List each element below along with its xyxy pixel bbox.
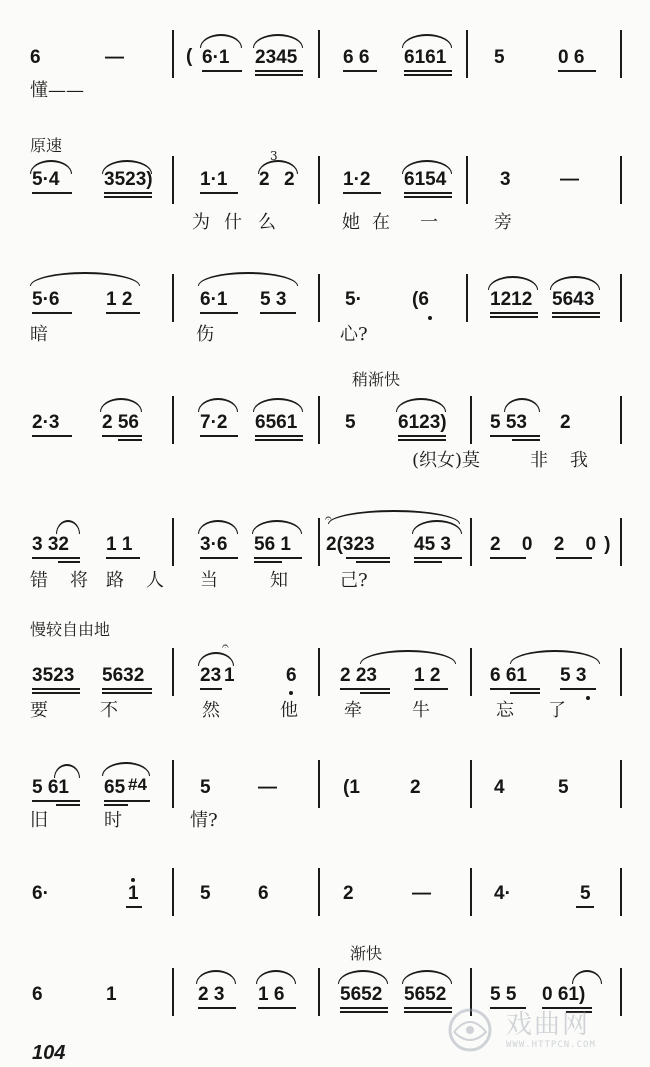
note-token: 6·1 [202,47,230,68]
barline [318,274,320,322]
underline [258,1007,296,1009]
lyric-text: 什 [224,212,242,233]
underline [32,688,80,690]
slur [198,272,298,286]
note-token: 2 [259,169,270,190]
barline [172,396,174,444]
underline [104,192,152,194]
slur [198,520,238,534]
slur [402,160,452,174]
underline [404,192,452,194]
lyric-text: (织女)莫 [412,450,481,471]
underline [398,439,446,441]
watermark [440,1000,640,1060]
underline [255,70,303,72]
note-token: 5 [494,47,505,68]
underline [200,557,238,559]
note-token: 4 [494,777,505,798]
note-token: 1 6 [258,984,285,1005]
tempo-marking: 慢较自由地 [30,620,111,639]
underline [490,435,540,437]
underline [255,74,303,76]
fermata: 𝄐 [222,639,229,653]
note-token: 23 [200,665,222,686]
slur [550,276,600,290]
underline [576,906,594,908]
score-system-8 [0,850,650,940]
underline [552,316,600,318]
note-token: 2 [284,169,295,190]
underline [510,692,540,694]
score-system-5 [0,490,650,610]
lyric-text: 她 [342,212,360,233]
note-token: 6 [32,984,43,1005]
slur [504,398,540,412]
note-token: 5· [345,289,362,310]
underline [102,688,152,690]
barline [466,156,468,204]
score-system-6 [0,610,650,740]
note-token: 45 3 [414,534,451,555]
barline [620,648,622,696]
underline [58,561,80,563]
underline [340,688,390,690]
slur [402,970,452,984]
lyric-text: 了 [548,700,566,721]
note-token: 3 32 [32,534,69,555]
underline [558,70,596,72]
underline [202,70,242,72]
lyric-text: 非 [530,450,548,471]
note-token: 7·2 [200,412,228,433]
lyric-text: 不 [100,700,118,721]
lyric-text: 伤 [196,324,214,345]
lyric-text: 么 [258,212,276,233]
lyric-text: 己? [340,570,368,591]
note-token: 6 6 [343,47,370,68]
note-token: 6 [286,665,297,686]
underline [32,192,72,194]
underline [200,192,238,194]
grace-note: 3 [270,149,278,163]
barline [172,648,174,696]
barline [318,518,320,566]
note-token: 1212 [490,289,533,310]
lyric-text: 忘 [496,700,514,721]
note-token: 5 3 [260,289,287,310]
note-token: — [412,883,431,904]
barline [470,868,472,916]
underline [255,439,303,441]
slur [402,34,452,48]
barline [620,518,622,566]
slur [510,650,600,664]
note-token: 65 [104,777,126,798]
note-token: 4· [494,883,511,904]
slur [360,650,456,664]
note-token: 2(323 [326,534,375,555]
underline [490,312,538,314]
score-system-4 [0,370,650,490]
underline [32,312,72,314]
slur [198,398,238,412]
slur [488,276,538,290]
slur [100,398,142,412]
underline [414,557,462,559]
barline [318,968,320,1016]
note-token: 5652 [404,984,447,1005]
slur [198,652,234,666]
underline [104,804,128,806]
note-token: 6561 [255,412,298,433]
note-token: 5 5 [490,984,517,1005]
lyric-text: 错 [30,570,48,591]
lyric-text: 知 [270,570,288,591]
note-token: ( [186,46,193,67]
lyric-text: 他 [280,700,298,721]
underline [104,800,150,802]
slur [252,520,302,534]
lyric-text: 牵 [344,700,362,721]
slur [196,970,236,984]
underline [490,316,538,318]
watermark-text: 戏曲网 [506,1010,591,1040]
lyric-text: 心? [340,324,368,345]
note-token: #4 [128,775,147,794]
slur [200,34,242,48]
lyric-text: 然 [202,700,220,721]
underline [102,435,142,437]
barline [172,274,174,322]
underline [255,435,303,437]
underline [260,312,296,314]
underline [404,196,452,198]
lyric-text: 一 [420,212,438,233]
note-token: 2 3 [198,984,225,1005]
score-system-1 [0,0,650,120]
note-token: 5652 [340,984,383,1005]
note-token: 2·3 [32,412,60,433]
tempo-marking: 原速 [30,136,63,155]
note-token: 6154 [404,169,447,190]
barline [172,156,174,204]
slur [56,520,80,534]
tempo-marking: 渐快 [350,944,383,963]
barline [172,760,174,808]
underline [398,435,446,437]
slur [396,398,446,412]
note-token: (1 [343,777,360,798]
underline [106,557,140,559]
underline [254,557,302,559]
underline [343,192,381,194]
slur [256,970,296,984]
note-token: — [258,777,277,798]
note-token: 5·6 [32,289,60,310]
slur [54,764,80,778]
slur [572,970,602,984]
note-token: 2 23 [340,665,377,686]
note-token: 3523 [32,665,75,686]
note-token: 2345 [255,47,298,68]
underline [556,557,592,559]
barline [172,868,174,916]
note-token: 3 [500,169,511,190]
barline [470,396,472,444]
slur [102,160,152,174]
underline [512,439,540,441]
lyric-text: 暗 [30,324,48,345]
lyric-text: 要 [30,700,48,721]
slur [258,160,298,174]
note-token: (6 [412,289,429,310]
underline [200,435,238,437]
barline [620,274,622,322]
barline [172,30,174,78]
lyric-text: 牛 [412,700,430,721]
underline [126,906,142,908]
barline [318,760,320,808]
note-token: 1 2 [414,665,441,686]
barline [620,396,622,444]
note-token: 5 [200,883,211,904]
note-token: 5 61 [32,777,69,798]
note-token: 5 [345,412,356,433]
underline [32,435,72,437]
note-token: 1 2 [106,289,133,310]
watermark-url: WWW.HTTPCN.COM [506,1040,596,1050]
octave-dot [586,696,590,700]
note-token: 6123) [398,412,447,433]
slur [30,272,140,286]
barline [466,30,468,78]
underline [118,439,142,441]
note-token: 6 [258,883,269,904]
underline [490,557,526,559]
note-token: 6· [32,883,49,904]
lyric-text: 旁 [494,212,512,233]
underline [104,196,152,198]
note-token: 3·6 [200,534,228,555]
note-token: 5 [580,883,591,904]
note-token: — [105,47,124,68]
note-token: 5 [558,777,569,798]
underline [32,800,80,802]
slur [253,34,303,48]
score-system-7 [0,740,650,850]
note-token: 6 [30,47,41,68]
underline [200,688,222,690]
note-token: 1·2 [343,169,371,190]
barline [318,868,320,916]
note-token: 6 61 [490,665,527,686]
underline [560,688,596,690]
barline [620,868,622,916]
barline [172,518,174,566]
note-token: 5 53 [490,412,527,433]
underline [404,74,452,76]
note-token: 2 0 2 0) [490,534,619,555]
note-token: 0 61) [542,984,586,1005]
note-token: 5 3 [560,665,587,686]
barline [466,274,468,322]
lyric-text: 我 [570,450,588,471]
note-token: 2 56 [102,412,139,433]
note-token: 1 [224,665,235,686]
underline [340,1011,388,1013]
note-token: 5643 [552,289,595,310]
note-token: 3523) [104,169,153,190]
underline [56,804,80,806]
underline [200,312,238,314]
watermark-logo-icon [440,1002,500,1058]
barline [620,760,622,808]
barline [172,968,174,1016]
underline [414,688,448,690]
underline [32,557,80,559]
note-token: 2 [560,412,571,433]
lyric-text: 将 [70,570,88,591]
note-token: 1·1 [200,169,228,190]
underline [343,70,377,72]
underline [414,561,442,563]
note-token: — [560,169,579,190]
barline [318,156,320,204]
note-token: 6161 [404,47,447,68]
note-token: 5632 [102,665,145,686]
underline [552,312,600,314]
underline [404,70,452,72]
barline [318,648,320,696]
underline [102,692,152,694]
underline [106,312,140,314]
note-token: 2 [410,777,421,798]
lyric-text: 时 [104,810,122,831]
score-system-2 [0,120,650,250]
lyric-text: 路 [106,570,124,591]
note-token: 1 1 [106,534,133,555]
underline [490,688,540,690]
underline [356,561,390,563]
slur [253,398,303,412]
note-token: 1 [128,883,139,904]
score-system-3 [0,250,650,370]
note-token: 56 1 [254,534,291,555]
lyric-text: 当 [200,570,218,591]
slur [102,762,150,776]
note-token: 5 [200,777,211,798]
note-token: 2 [343,883,354,904]
barline [318,30,320,78]
note-token: 0 6 [558,47,585,68]
lyric-text: 懂—— [30,80,84,101]
note-token: 5·4 [32,169,60,190]
page-number: 104 [32,1042,66,1064]
barline [470,518,472,566]
barline [318,396,320,444]
underline [360,692,390,694]
slur [338,970,388,984]
underline [340,1007,388,1009]
tempo-marking: 稍渐快 [352,370,401,389]
underline [32,692,80,694]
barline [620,30,622,78]
octave-dot [428,316,432,320]
note-token: 1 [106,984,117,1005]
lyric-text: 在 [372,212,390,233]
barline [620,156,622,204]
barline [470,648,472,696]
octave-dot [289,691,293,695]
note-token: 6·1 [200,289,228,310]
octave-dot [131,878,135,882]
barline [470,760,472,808]
underline [198,1007,236,1009]
lyric-text: 情? [190,810,218,831]
underline [346,557,390,559]
lyric-text: 人 [146,570,164,591]
lyric-text: 旧 [30,810,48,831]
fermata: 𝄐 [325,511,332,525]
lyric-text: 为 [192,212,210,233]
underline [254,561,282,563]
